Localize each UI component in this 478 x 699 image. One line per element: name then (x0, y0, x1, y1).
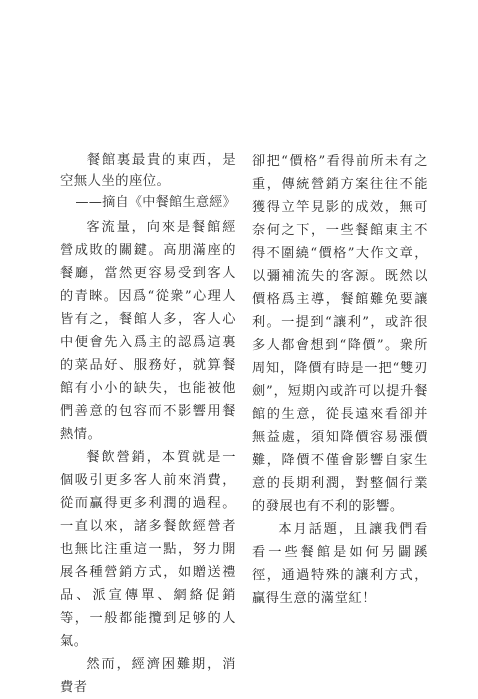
paragraph: 客流量，向來是餐館經營成敗的關鍵。高朋滿座的餐廳，當然更容易受到客人的青睞。因爲“從衆”心理人皆有之，餐館人多，客人心中便會先入爲主的認爲這裏的菜品好、服務好，就算餐館有小小的缺失，也能被他們善意的包容而不影響用餐熱情。 (60, 220, 236, 442)
paragraph: 餐飲營銷，本質就是一個吸引更多客人前來消費，從而贏得更多利潤的過程。一直以來，諸多餐飲經營者也無比注重這一點，努力開展各種營銷方式，如贈送禮品、派宣傳單、網絡促銷等，一般都能攬到足够的人氣。 (60, 450, 236, 649)
paragraph-continued: 卻把“價格”看得前所未有之重，傳統營銷方案往往不能獲得立竿見影的成效，無可奈何之下，一些餐館東主不得不圍繞“價格”大作文章，以彌補流失的客源。既然以價格爲主導，餐館難免要讓利。一提到“讓利”，或許很多人都會想到“降價”。衆所周知，降價有時是一把“雙刃劍”，短期內或許可以提升餐館的生意，從長遠來看卻并無益處，須知降價容易漲價難，降價不僅會影響自家生意的長期利潤，對整個行業的發展也有不利的影響。 (252, 154, 428, 514)
right-column (252, 150, 428, 610)
paragraph: 本月話題，且讓我們看看一些餐館是如何另闢蹊徑，通過特殊的讓利方式，贏得生意的滿堂紅！ (252, 522, 428, 606)
epigraph-quote: 餐館裏最貴的東西，是空無人坐的座位。 (60, 153, 236, 189)
epigraph-source: ——摘自《中餐館生意經》 (75, 195, 236, 210)
left-column (60, 150, 236, 699)
paragraph: 然而，經濟困難期，消費者 (60, 657, 236, 695)
